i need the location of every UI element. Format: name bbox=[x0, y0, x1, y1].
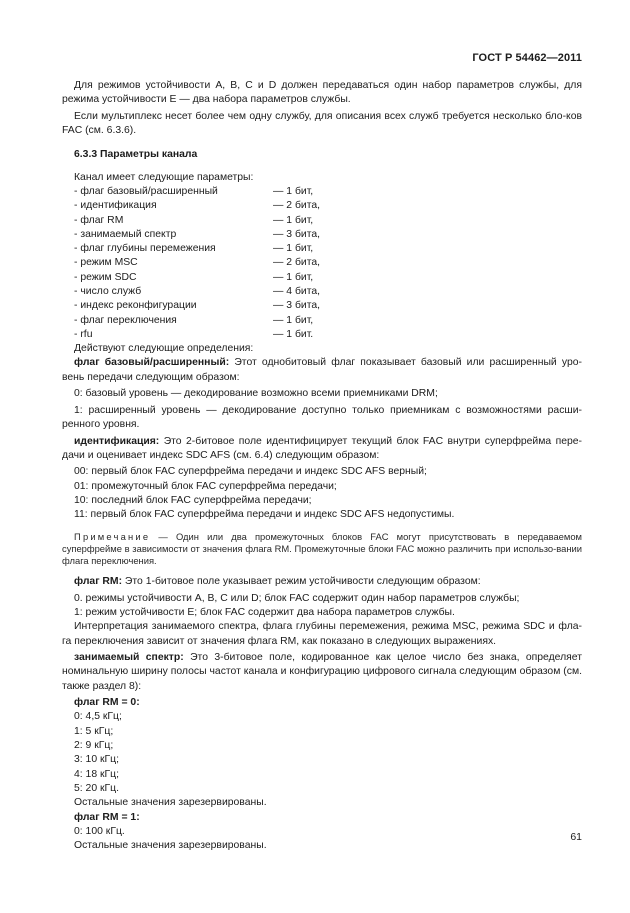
channel-parameters-list bbox=[62, 171, 582, 357]
definitions-lead: Действуют следующие определения: bbox=[74, 343, 254, 355]
document-header: ГОСТ Р 54462—2011 bbox=[472, 52, 582, 64]
identification-values bbox=[62, 465, 582, 522]
list-item: 0. режимы устойчивости А, В, С или D; блок FAC содержит один набор параметров службы; bbox=[74, 592, 520, 604]
list-item: - идентификация — 2 бита, bbox=[74, 200, 321, 212]
spectrum-term: занимаемый спектр: bbox=[74, 651, 184, 663]
list-item: 11: первый блок FAC суперфрейма передачи и индекс SDC AFS недопустимы. bbox=[74, 509, 455, 521]
note-paragraph: Примечание — Один или два промежуточных блоков FAC могут присутствовать в передаваемом суперфрейме в зависимости от значения флага RM. Промежуточные блоки FAC можно различить при использо-вании флага переключения. bbox=[62, 530, 582, 566]
base-flag-value-1: 1: расширенный уровень — декодирование доступно только приемникам с возможностями расши-ренного уровня. bbox=[62, 404, 582, 431]
note-label: Примечание bbox=[74, 530, 151, 542]
identification-term: идентификация: bbox=[74, 435, 160, 447]
spectrum-values bbox=[62, 696, 582, 853]
base-flag-term: флаг базовый/расширенный: bbox=[74, 357, 230, 369]
list-item: - флаг RM — 1 бит, bbox=[74, 214, 314, 226]
list-item: 01: промежуточный блок FAC суперфрейма передачи; bbox=[74, 480, 337, 492]
section-heading: 6.3.3 Параметры канала bbox=[74, 148, 198, 160]
intro-paragraph-1: Для режимов устойчивости А, В, С и D должен передаваться один набор параметров службы, для режима устойчивости Е — два набора параметров службы. bbox=[62, 80, 582, 106]
rm0-reserved: Остальные значения зарезервированы. bbox=[74, 797, 267, 809]
list-item: 2: 9 кГц; bbox=[74, 740, 114, 752]
list-item: 0: 4,5 кГц; bbox=[74, 711, 122, 723]
rm1-label: флаг RM = 1: bbox=[74, 811, 140, 823]
rm1-reserved: Остальные значения зарезервированы. bbox=[74, 840, 267, 852]
list-item: 1: режим устойчивости Е; блок FAC содержит два набора параметров службы. bbox=[74, 606, 455, 618]
rm-flag-term: флаг RM: bbox=[74, 576, 123, 588]
page-number: 61 bbox=[570, 831, 582, 843]
spectrum-paragraph: занимаемый спектр: Это 3-битовое поле, кодированное как целое число без знака, определяет номинальную ширину полосы частот канала и конфигурацию цифрового сигнала следующим образом (см. также раздел 8): bbox=[62, 651, 582, 692]
list-item: - индекс реконфигурации — 3 бита, bbox=[74, 300, 321, 312]
list-item: - режим MSC — 2 бита, bbox=[74, 257, 321, 269]
intro-paragraph-2: Если мультиплекс несет более чем одну службу, для описания всех служб требуется несколько бло-ков FAC (см. 6.3.6). bbox=[62, 110, 582, 137]
list-item: 00: первый блок FAC суперфрейма передачи и индекс SDC AFS верный; bbox=[74, 466, 427, 478]
rm-flag-values bbox=[62, 592, 582, 621]
list-item: - число служб — 4 бита, bbox=[74, 286, 321, 297]
list-item: - флаг базовый/расширенный — 1 бит, bbox=[74, 185, 314, 197]
list-item: 10: последний блок FAC суперфрейма передачи; bbox=[74, 494, 312, 506]
list-item: 1: 5 кГц; bbox=[74, 725, 114, 737]
identification-paragraph: идентификация: Это 2-битовое поле идентифицирует текущий блок FAC внутри суперфрейма пере-дачи и оценивает индекс SDC AFS (см. 6.4) следующим образом: bbox=[62, 435, 582, 461]
list-item: - режим SDC — 1 бит, bbox=[74, 271, 314, 283]
list-item: - флаг глубины перемежения — 1 бит, bbox=[74, 243, 314, 255]
base-flag-paragraph: флаг базовый/расширенный: Этот однобитовый флаг показывает базовый или расширенный уро-вень передачи следующим образом: bbox=[62, 357, 582, 383]
rm-flag-paragraph: флаг RM: Это 1-битовое поле указывает режим устойчивости следующим образом: bbox=[74, 576, 481, 588]
base-flag-value-0: 0: базовый уровень — декодирование возможно всеми приемниками DRM; bbox=[74, 388, 438, 400]
interpretation-paragraph: Интерпретация занимаемого спектра, флага глубины перемежения, режима MSC, режима SDC и фла-га переключения зависит от значения флага RM, как показано в следующих выражениях. bbox=[62, 621, 582, 647]
list-item: 4: 18 кГц; bbox=[74, 768, 120, 780]
list-item: 0: 100 кГц. bbox=[74, 825, 125, 837]
page-content bbox=[62, 79, 582, 853]
parameters-lead: Канал имеет следующие параметры: bbox=[74, 171, 254, 183]
list-item: - флаг переключения — 1 бит, bbox=[74, 314, 314, 326]
list-item: 3: 10 кГц; bbox=[74, 754, 120, 766]
list-item: - занимаемый спектр — 3 бита, bbox=[74, 228, 321, 240]
list-item: - rfu — 1 бит. bbox=[74, 328, 314, 340]
rm0-label: флаг RM = 0: bbox=[74, 697, 140, 709]
list-item: 5: 20 кГц. bbox=[74, 782, 120, 794]
